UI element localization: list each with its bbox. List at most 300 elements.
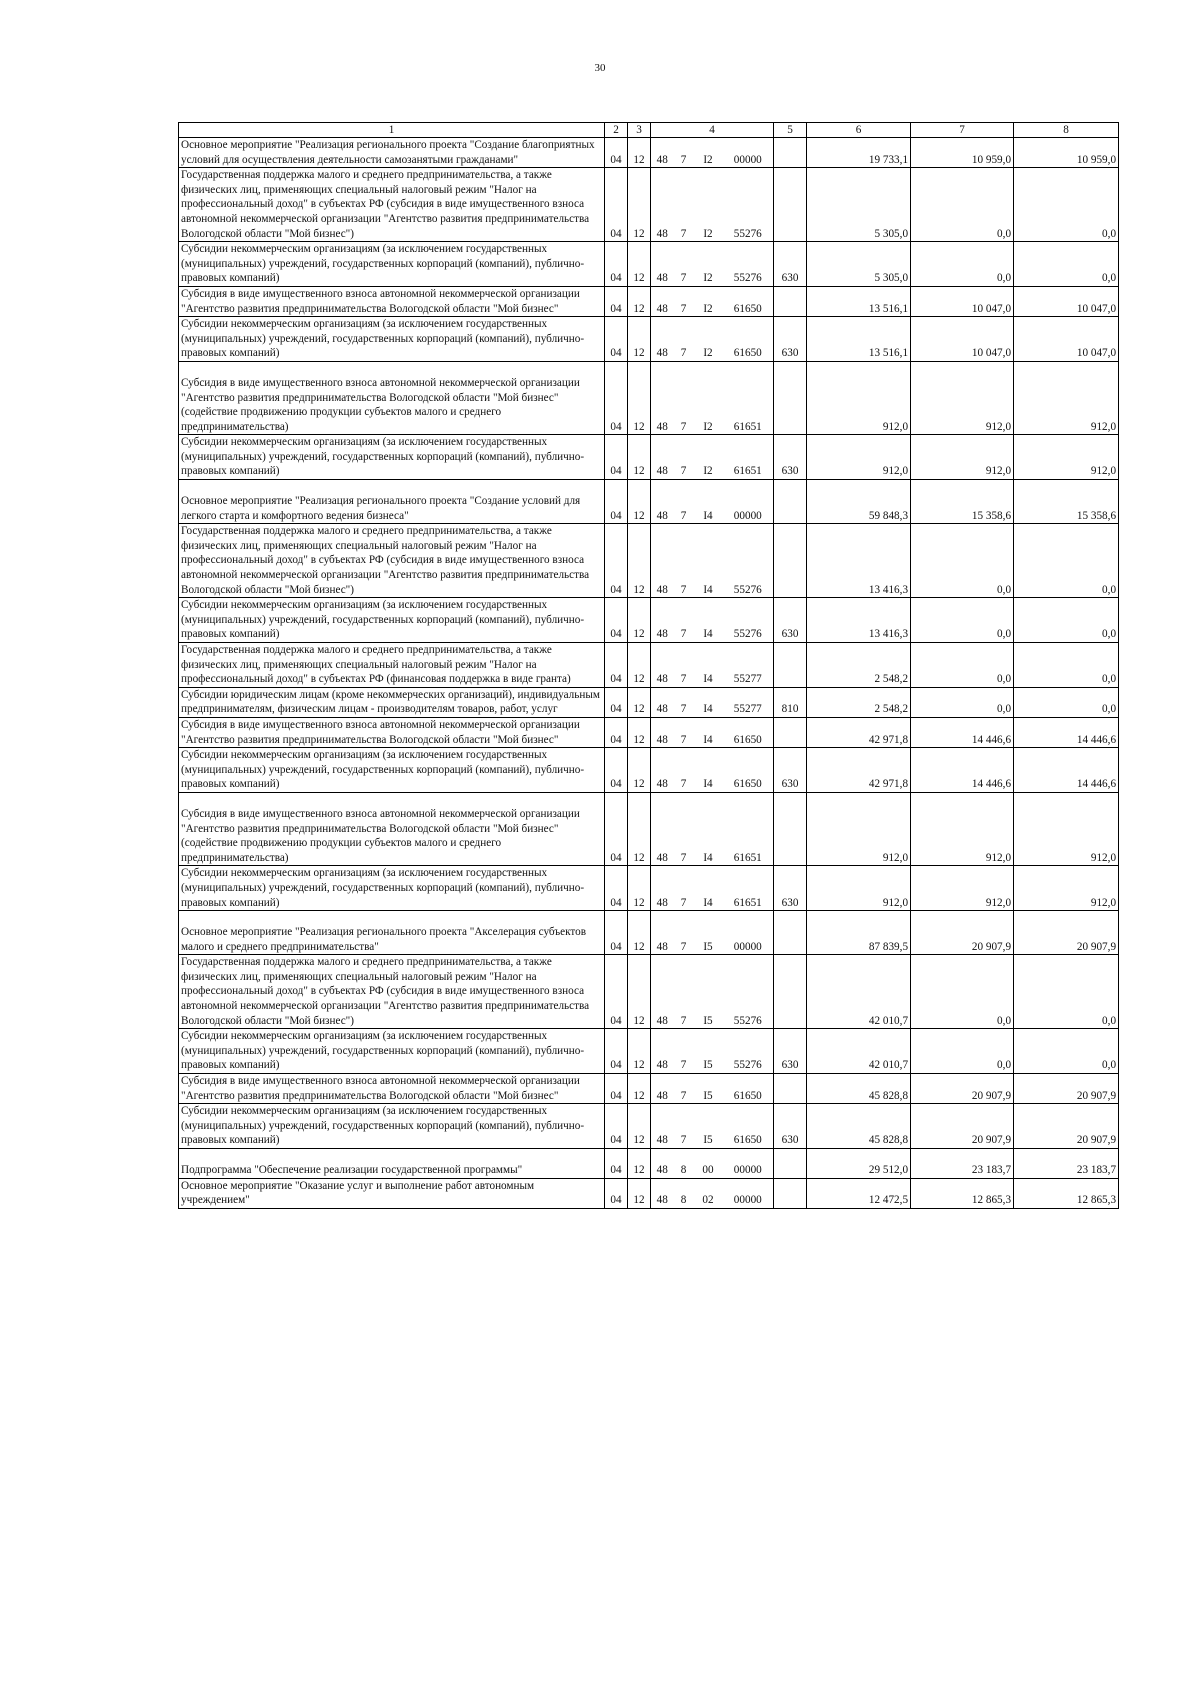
amount-col6-cell: 912,0 <box>807 361 911 434</box>
subprogram-code-cell: 7 <box>674 1104 694 1149</box>
project-code-cell: I2 <box>694 138 723 168</box>
row-name-text: Субсидии некоммерческим организациям (за исключением государственных (муниципальных) учреждений, государственных корпораций (компаний), публично-правовых компаний) <box>181 1105 585 1147</box>
subprogram-code-cell: 7 <box>674 168 694 242</box>
amount-col7-cell: 14 446,6 <box>911 717 1014 747</box>
direction-code-cell: 55276 <box>723 1029 774 1074</box>
amount-col7-cell: 20 907,9 <box>911 911 1014 955</box>
direction-code-cell: 00000 <box>723 1149 774 1179</box>
row-name-cell <box>179 1104 605 1149</box>
section-code-cell: 04 <box>605 911 628 955</box>
expense-type-cell <box>774 643 807 688</box>
expense-type-cell: 810 <box>774 687 807 717</box>
project-code-cell: I4 <box>694 598 723 643</box>
amount-col7-cell: 12 865,3 <box>911 1178 1014 1208</box>
subsection-code-cell: 12 <box>628 524 651 598</box>
table-row <box>179 435 1119 480</box>
amount-col7-cell: 23 183,7 <box>911 1149 1014 1179</box>
row-name-cell <box>179 286 605 316</box>
table-row <box>179 480 1119 524</box>
row-name-cell <box>179 687 605 717</box>
amount-col8-cell: 0,0 <box>1014 643 1119 688</box>
row-name-cell <box>179 361 605 434</box>
row-name-text: Субсидии некоммерческим организациям (за исключением государственных (муниципальных) учреждений, государственных корпораций (компаний), публично-правовых компаний) <box>181 1030 585 1072</box>
header-col-6: 6 <box>807 123 911 138</box>
direction-code-cell: 00000 <box>723 138 774 168</box>
amount-col7-cell: 912,0 <box>911 792 1014 865</box>
section-code-cell: 04 <box>605 168 628 242</box>
section-code-cell: 04 <box>605 792 628 865</box>
table-row <box>179 792 1119 865</box>
project-code-cell: I4 <box>694 480 723 524</box>
amount-col7-cell: 0,0 <box>911 524 1014 598</box>
direction-code-cell: 61650 <box>723 286 774 316</box>
amount-col8-cell: 912,0 <box>1014 435 1119 480</box>
subsection-code-cell: 12 <box>628 717 651 747</box>
subsection-code-cell: 12 <box>628 1029 651 1074</box>
amount-col6-cell: 42 971,8 <box>807 748 911 793</box>
subsection-code-cell: 12 <box>628 435 651 480</box>
program-code-cell: 48 <box>651 138 674 168</box>
project-code-cell: I2 <box>694 435 723 480</box>
subprogram-code-cell: 7 <box>674 955 694 1029</box>
amount-col6-cell: 13 516,1 <box>807 317 911 362</box>
table-body <box>179 138 1119 1209</box>
expense-type-cell: 630 <box>774 317 807 362</box>
expense-type-cell: 630 <box>774 435 807 480</box>
expense-type-cell <box>774 138 807 168</box>
expense-type-cell: 630 <box>774 598 807 643</box>
amount-col8-cell: 0,0 <box>1014 242 1119 287</box>
subsection-code-cell: 12 <box>628 866 651 911</box>
row-name-text: Государственная поддержка малого и среднего предпринимательства, а также физических лиц, применяющих специальный налоговый режим "Налог на профессиональный доход" в субъектах РФ (субсидия в виде имущественного взноса автономной некоммерческой организации "Агентство развития предпринимательства Вологодской области "Мой бизнес") <box>181 956 590 1027</box>
row-name-cell <box>179 643 605 688</box>
expense-type-cell <box>774 286 807 316</box>
table-row <box>179 286 1119 316</box>
project-code-cell: I5 <box>694 955 723 1029</box>
row-name-cell <box>179 717 605 747</box>
amount-col7-cell: 20 907,9 <box>911 1074 1014 1104</box>
subprogram-code-cell: 7 <box>674 598 694 643</box>
amount-col7-cell: 0,0 <box>911 1029 1014 1074</box>
direction-code-cell: 55277 <box>723 687 774 717</box>
table-row <box>179 748 1119 793</box>
section-code-cell: 04 <box>605 955 628 1029</box>
row-name-text: Основное мероприятие "Реализация регионального проекта "Создание условий для легкого старта и комфортного ведения бизнеса" <box>181 495 581 522</box>
subsection-code-cell: 12 <box>628 317 651 362</box>
amount-col8-cell: 10 047,0 <box>1014 286 1119 316</box>
amount-col6-cell: 13 516,1 <box>807 286 911 316</box>
amount-col8-cell: 912,0 <box>1014 866 1119 911</box>
project-code-cell: I2 <box>694 286 723 316</box>
section-code-cell: 04 <box>605 524 628 598</box>
amount-col6-cell: 13 416,3 <box>807 598 911 643</box>
amount-col6-cell: 87 839,5 <box>807 911 911 955</box>
row-name-text: Субсидии некоммерческим организациям (за исключением государственных (муниципальных) учреждений, государственных корпораций (компаний), публично-правовых компаний) <box>181 599 585 641</box>
table-row <box>179 687 1119 717</box>
direction-code-cell: 61650 <box>723 317 774 362</box>
row-name-cell <box>179 480 605 524</box>
amount-col8-cell: 0,0 <box>1014 955 1119 1029</box>
expense-type-cell: 630 <box>774 1029 807 1074</box>
amount-col8-cell: 14 446,6 <box>1014 748 1119 793</box>
table-row <box>179 1074 1119 1104</box>
row-name-text: Субсидия в виде имущественного взноса автономной некоммерческой организации "Агентство развития предпринимательства Вологодской области "Мой бизнес" <box>181 718 580 746</box>
table-row <box>179 598 1119 643</box>
amount-col7-cell: 10 047,0 <box>911 317 1014 362</box>
amount-col7-cell: 10 959,0 <box>911 138 1014 168</box>
project-code-cell: I4 <box>694 792 723 865</box>
direction-code-cell: 55276 <box>723 524 774 598</box>
project-code-cell: I2 <box>694 317 723 362</box>
row-name-text: Субсидии юридическим лицам (кроме некоммерческих организаций), индивидуальным предпринимателям, физическим лицам - производителям товаров, работ, услуг <box>181 688 600 716</box>
row-name-cell <box>179 242 605 287</box>
project-code-cell: 02 <box>694 1178 723 1208</box>
project-code-cell: I4 <box>694 643 723 688</box>
amount-col7-cell: 10 047,0 <box>911 286 1014 316</box>
amount-col8-cell: 912,0 <box>1014 361 1119 434</box>
amount-col7-cell: 0,0 <box>911 242 1014 287</box>
project-code-cell: I5 <box>694 911 723 955</box>
row-name-cell <box>179 598 605 643</box>
amount-col6-cell: 29 512,0 <box>807 1149 911 1179</box>
row-name-cell <box>179 168 605 242</box>
subprogram-code-cell: 7 <box>674 792 694 865</box>
expense-type-cell: 630 <box>774 1104 807 1149</box>
amount-col6-cell: 12 472,5 <box>807 1178 911 1208</box>
row-name-cell <box>179 955 605 1029</box>
amount-col8-cell: 10 959,0 <box>1014 138 1119 168</box>
row-name-text: Субсидии некоммерческим организациям (за исключением государственных (муниципальных) учреждений, государственных корпораций (компаний), публично-правовых компаний) <box>181 436 585 478</box>
amount-col6-cell: 19 733,1 <box>807 138 911 168</box>
expense-type-cell: 630 <box>774 748 807 793</box>
amount-col8-cell: 0,0 <box>1014 687 1119 717</box>
subprogram-code-cell: 7 <box>674 866 694 911</box>
direction-code-cell: 61650 <box>723 1074 774 1104</box>
project-code-cell: I4 <box>694 524 723 598</box>
subprogram-code-cell: 7 <box>674 286 694 316</box>
program-code-cell: 48 <box>651 687 674 717</box>
section-code-cell: 04 <box>605 866 628 911</box>
amount-col8-cell: 14 446,6 <box>1014 717 1119 747</box>
project-code-cell: I4 <box>694 866 723 911</box>
header-col-7: 7 <box>911 123 1014 138</box>
row-name-cell <box>179 1178 605 1208</box>
table-row <box>179 1104 1119 1149</box>
row-name-text: Государственная поддержка малого и среднего предпринимательства, а также физических лиц, применяющих специальный налоговый режим "Налог на профессиональный доход" в субъектах РФ (субсидия в виде имущественного взноса автономной некоммерческой организации "Агентство развития предпринимательства Вологодской области "Мой бизнес") <box>181 525 590 596</box>
expense-type-cell <box>774 1074 807 1104</box>
subsection-code-cell: 12 <box>628 138 651 168</box>
program-code-cell: 48 <box>651 317 674 362</box>
amount-col8-cell: 0,0 <box>1014 1029 1119 1074</box>
amount-col7-cell: 0,0 <box>911 643 1014 688</box>
table-row <box>179 643 1119 688</box>
project-code-cell: I2 <box>694 242 723 287</box>
section-code-cell: 04 <box>605 643 628 688</box>
program-code-cell: 48 <box>651 361 674 434</box>
subsection-code-cell: 12 <box>628 911 651 955</box>
table-row <box>179 1149 1119 1179</box>
program-code-cell: 48 <box>651 1029 674 1074</box>
row-name-text: Государственная поддержка малого и среднего предпринимательства, а также физических лиц, применяющих специальный налоговый режим "Налог на профессиональный доход" в субъектах РФ (субсидия в виде имущественного взноса автономной некоммерческой организации "Агентство развития предпринимательства Вологодской области "Мой бизнес") <box>181 169 590 240</box>
table-row <box>179 1178 1119 1208</box>
amount-col6-cell: 45 828,8 <box>807 1104 911 1149</box>
program-code-cell: 48 <box>651 643 674 688</box>
row-name-text: Подпрограмма "Обеспечение реализации государственной программы" <box>181 1164 523 1176</box>
subsection-code-cell: 12 <box>628 598 651 643</box>
table-row <box>179 866 1119 911</box>
amount-col7-cell: 0,0 <box>911 168 1014 242</box>
budget-table <box>178 122 1119 1209</box>
header-col-5: 5 <box>774 123 807 138</box>
row-name-text: Субсидия в виде имущественного взноса автономной некоммерческой организации "Агентство развития предпринимательства Вологодской области "Мой бизнес" <box>181 1075 580 1102</box>
amount-col7-cell: 0,0 <box>911 687 1014 717</box>
amount-col8-cell: 912,0 <box>1014 792 1119 865</box>
subsection-code-cell: 12 <box>628 242 651 287</box>
row-name-text: Субсидия в виде имущественного взноса автономной некоммерческой организации "Агентство развития предпринимательства Вологодской области "Мой бизнес" (содействие продвижению продукции субъектов малого и среднего предпринимательства) <box>181 376 580 433</box>
subsection-code-cell: 12 <box>628 1149 651 1179</box>
program-code-cell: 48 <box>651 911 674 955</box>
row-name-cell <box>179 1149 605 1179</box>
direction-code-cell: 61650 <box>723 1104 774 1149</box>
row-name-text: Основное мероприятие "Реализация регионального проекта "Создание благоприятных условий для осуществления деятельности самозанятыми гражданами" <box>181 139 595 166</box>
program-code-cell: 48 <box>651 524 674 598</box>
project-code-cell: I4 <box>694 687 723 717</box>
row-name-text: Государственная поддержка малого и среднего предпринимательства, а также физических лиц, применяющих специальный налоговый режим "Налог на профессиональный доход" в субъектах РФ (финансовая поддержка в виде гранта) <box>181 644 571 686</box>
section-code-cell: 04 <box>605 286 628 316</box>
direction-code-cell: 55276 <box>723 168 774 242</box>
direction-code-cell: 61651 <box>723 435 774 480</box>
project-code-cell: I5 <box>694 1029 723 1074</box>
direction-code-cell: 61651 <box>723 792 774 865</box>
amount-col7-cell: 20 907,9 <box>911 1104 1014 1149</box>
expense-type-cell <box>774 1149 807 1179</box>
amount-col7-cell: 912,0 <box>911 435 1014 480</box>
program-code-cell: 48 <box>651 1149 674 1179</box>
direction-code-cell: 61650 <box>723 748 774 793</box>
table-header-row <box>179 123 1119 138</box>
section-code-cell: 04 <box>605 480 628 524</box>
subsection-code-cell: 12 <box>628 643 651 688</box>
subprogram-code-cell: 7 <box>674 480 694 524</box>
header-col-3: 3 <box>628 123 651 138</box>
table-row <box>179 955 1119 1029</box>
table-row <box>179 1029 1119 1074</box>
amount-col6-cell: 912,0 <box>807 866 911 911</box>
amount-col6-cell: 42 010,7 <box>807 1029 911 1074</box>
project-code-cell: I2 <box>694 361 723 434</box>
program-code-cell: 48 <box>651 1074 674 1104</box>
expense-type-cell: 630 <box>774 866 807 911</box>
amount-col8-cell: 10 047,0 <box>1014 317 1119 362</box>
subsection-code-cell: 12 <box>628 955 651 1029</box>
table-row <box>179 317 1119 362</box>
subsection-code-cell: 12 <box>628 687 651 717</box>
direction-code-cell: 55277 <box>723 643 774 688</box>
program-code-cell: 48 <box>651 955 674 1029</box>
header-col-1: 1 <box>179 123 605 138</box>
section-code-cell: 04 <box>605 361 628 434</box>
direction-code-cell: 55276 <box>723 242 774 287</box>
page-number: 30 <box>594 62 606 74</box>
section-code-cell: 04 <box>605 717 628 747</box>
row-name-cell <box>179 435 605 480</box>
section-code-cell: 04 <box>605 598 628 643</box>
table-row <box>179 524 1119 598</box>
amount-col8-cell: 12 865,3 <box>1014 1178 1119 1208</box>
row-name-text: Субсидия в виде имущественного взноса автономной некоммерческой организации "Агентство развития предпринимательства Вологодской области "Мой бизнес" (содействие продвижению продукции субъектов малого и среднего предпринимательства) <box>181 807 580 864</box>
subsection-code-cell: 12 <box>628 168 651 242</box>
section-code-cell: 04 <box>605 1149 628 1179</box>
subsection-code-cell: 12 <box>628 361 651 434</box>
table-row <box>179 242 1119 287</box>
header-col-2: 2 <box>605 123 628 138</box>
amount-col6-cell: 59 848,3 <box>807 480 911 524</box>
section-code-cell: 04 <box>605 435 628 480</box>
amount-col6-cell: 45 828,8 <box>807 1074 911 1104</box>
subprogram-code-cell: 7 <box>674 242 694 287</box>
amount-col6-cell: 5 305,0 <box>807 168 911 242</box>
table-row <box>179 168 1119 242</box>
expense-type-cell <box>774 1178 807 1208</box>
row-name-text: Основное мероприятие "Реализация регионального проекта "Акселерация субъектов малого и среднего предпринимательства" <box>181 926 586 953</box>
project-code-cell: I4 <box>694 717 723 747</box>
amount-col8-cell: 23 183,7 <box>1014 1149 1119 1179</box>
row-name-cell <box>179 1029 605 1074</box>
row-name-text: Субсидии некоммерческим организациям (за исключением государственных (муниципальных) учреждений, государственных корпораций (компаний), публично-правовых компаний) <box>181 749 585 791</box>
table-row <box>179 138 1119 168</box>
subsection-code-cell: 12 <box>628 792 651 865</box>
amount-col8-cell: 20 907,9 <box>1014 911 1119 955</box>
direction-code-cell: 61651 <box>723 361 774 434</box>
section-code-cell: 04 <box>605 242 628 287</box>
direction-code-cell: 61651 <box>723 866 774 911</box>
table-row <box>179 911 1119 955</box>
subsection-code-cell: 12 <box>628 1074 651 1104</box>
amount-col6-cell: 2 548,2 <box>807 643 911 688</box>
expense-type-cell <box>774 361 807 434</box>
program-code-cell: 48 <box>651 286 674 316</box>
direction-code-cell: 00000 <box>723 1178 774 1208</box>
amount-col7-cell: 912,0 <box>911 361 1014 434</box>
program-code-cell: 48 <box>651 242 674 287</box>
subprogram-code-cell: 7 <box>674 717 694 747</box>
subprogram-code-cell: 7 <box>674 435 694 480</box>
direction-code-cell: 55276 <box>723 598 774 643</box>
subsection-code-cell: 12 <box>628 480 651 524</box>
program-code-cell: 48 <box>651 717 674 747</box>
project-code-cell: 00 <box>694 1149 723 1179</box>
subprogram-code-cell: 8 <box>674 1149 694 1179</box>
amount-col6-cell: 5 305,0 <box>807 242 911 287</box>
project-code-cell: I4 <box>694 748 723 793</box>
row-name-cell <box>179 138 605 168</box>
subprogram-code-cell: 8 <box>674 1178 694 1208</box>
expense-type-cell <box>774 717 807 747</box>
direction-code-cell: 00000 <box>723 480 774 524</box>
section-code-cell: 04 <box>605 1074 628 1104</box>
expense-type-cell <box>774 792 807 865</box>
amount-col6-cell: 912,0 <box>807 435 911 480</box>
row-name-text: Субсидии некоммерческим организациям (за исключением государственных (муниципальных) учреждений, государственных корпораций (компаний), публично-правовых компаний) <box>181 867 585 909</box>
program-code-cell: 48 <box>651 792 674 865</box>
row-name-cell <box>179 866 605 911</box>
section-code-cell: 04 <box>605 748 628 793</box>
amount-col6-cell: 2 548,2 <box>807 687 911 717</box>
subprogram-code-cell: 7 <box>674 643 694 688</box>
subsection-code-cell: 12 <box>628 748 651 793</box>
expense-type-cell: 630 <box>774 242 807 287</box>
amount-col7-cell: 912,0 <box>911 866 1014 911</box>
section-code-cell: 04 <box>605 1104 628 1149</box>
subprogram-code-cell: 7 <box>674 138 694 168</box>
row-name-text: Субсидии некоммерческим организациям (за исключением государственных (муниципальных) учреждений, государственных корпораций (компаний), публично-правовых компаний) <box>181 318 585 360</box>
row-name-cell <box>179 1074 605 1104</box>
expense-type-cell <box>774 955 807 1029</box>
amount-col8-cell: 0,0 <box>1014 168 1119 242</box>
amount-col8-cell: 20 907,9 <box>1014 1104 1119 1149</box>
amount-col7-cell: 0,0 <box>911 955 1014 1029</box>
program-code-cell: 48 <box>651 168 674 242</box>
table-row <box>179 361 1119 434</box>
amount-col6-cell: 912,0 <box>807 792 911 865</box>
expense-type-cell <box>774 168 807 242</box>
project-code-cell: I5 <box>694 1074 723 1104</box>
row-name-text: Субсидии некоммерческим организациям (за исключением государственных (муниципальных) учреждений, государственных корпораций (компаний), публично-правовых компаний) <box>181 243 585 285</box>
row-name-text: Основное мероприятие "Оказание услуг и выполнение работ автономным учреждением" <box>181 1179 535 1207</box>
program-code-cell: 48 <box>651 866 674 911</box>
expense-type-cell <box>774 524 807 598</box>
table-row <box>179 717 1119 747</box>
subprogram-code-cell: 7 <box>674 748 694 793</box>
subprogram-code-cell: 7 <box>674 1074 694 1104</box>
row-name-cell <box>179 317 605 362</box>
amount-col8-cell: 15 358,6 <box>1014 480 1119 524</box>
program-code-cell: 48 <box>651 480 674 524</box>
subprogram-code-cell: 7 <box>674 911 694 955</box>
header-col-4: 4 <box>651 123 774 138</box>
subsection-code-cell: 12 <box>628 286 651 316</box>
subprogram-code-cell: 7 <box>674 524 694 598</box>
row-name-cell <box>179 748 605 793</box>
amount-col6-cell: 42 010,7 <box>807 955 911 1029</box>
program-code-cell: 48 <box>651 1104 674 1149</box>
expense-type-cell <box>774 911 807 955</box>
subsection-code-cell: 12 <box>628 1178 651 1208</box>
direction-code-cell: 00000 <box>723 911 774 955</box>
header-col-8: 8 <box>1014 123 1119 138</box>
section-code-cell: 04 <box>605 1029 628 1074</box>
amount-col8-cell: 0,0 <box>1014 598 1119 643</box>
amount-col8-cell: 20 907,9 <box>1014 1074 1119 1104</box>
amount-col7-cell: 14 446,6 <box>911 748 1014 793</box>
row-name-cell <box>179 524 605 598</box>
expense-type-cell <box>774 480 807 524</box>
program-code-cell: 48 <box>651 1178 674 1208</box>
program-code-cell: 48 <box>651 435 674 480</box>
section-code-cell: 04 <box>605 1178 628 1208</box>
direction-code-cell: 61650 <box>723 717 774 747</box>
section-code-cell: 04 <box>605 317 628 362</box>
project-code-cell: I2 <box>694 168 723 242</box>
amount-col7-cell: 15 358,6 <box>911 480 1014 524</box>
subprogram-code-cell: 7 <box>674 687 694 717</box>
subprogram-code-cell: 7 <box>674 317 694 362</box>
amount-col7-cell: 0,0 <box>911 598 1014 643</box>
section-code-cell: 04 <box>605 138 628 168</box>
amount-col6-cell: 13 416,3 <box>807 524 911 598</box>
amount-col6-cell: 42 971,8 <box>807 717 911 747</box>
project-code-cell: I5 <box>694 1104 723 1149</box>
